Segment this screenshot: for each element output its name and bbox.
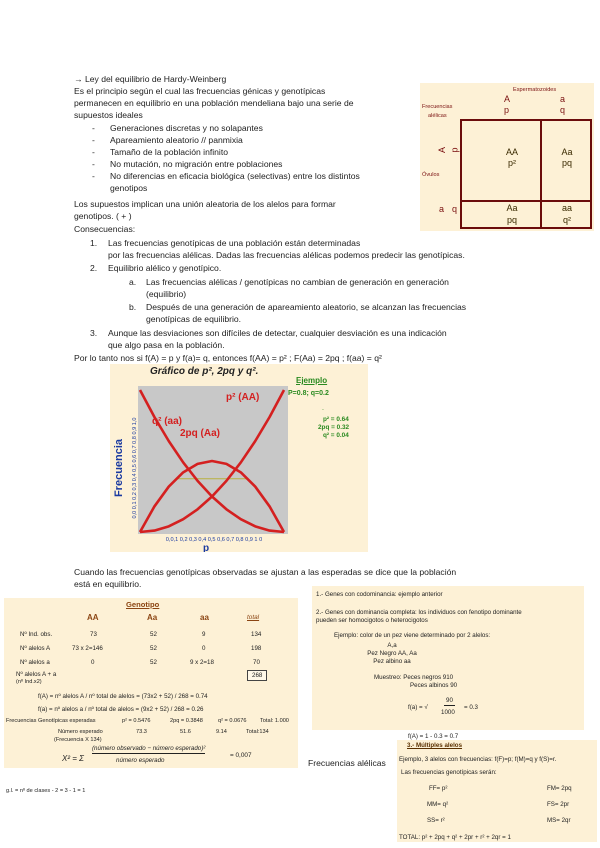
list-number: 3. (90, 328, 98, 338)
allele-list: Pez albino aa (373, 658, 411, 665)
table-cell: 134 (251, 631, 262, 638)
consequence-3-cont: que algo pasa en la población. (108, 340, 225, 350)
assumption-item: No mutación, no migración entre poblaciones (110, 159, 283, 169)
col-header: total (247, 614, 260, 621)
row-freq: q (452, 204, 458, 214)
dominance-line-cont: pueden ser homocigotos o heterocigotos (316, 617, 428, 624)
table-cell: 73 (90, 631, 97, 638)
expected-num: 73.3 (136, 729, 147, 735)
chi-denominator: número esperado (116, 757, 165, 764)
col-allele: a (560, 94, 566, 104)
example-result: q² = 0.04 (323, 432, 349, 439)
example-dot: . (322, 405, 324, 412)
cell-genotype: aa (561, 203, 572, 213)
section-title: → Ley del equilibrio de Hardy-Weinberg (74, 74, 227, 84)
x-axis-label: p (202, 543, 210, 552)
consequence-2b: Después de una generación de apareamiento aleatorio, se alcanzan las frecuencias (146, 302, 467, 312)
fa-numerator: 90 (446, 697, 453, 704)
table-cell: 52 (150, 659, 157, 666)
assumption-item: No diferencias en eficacia biológica (selectivas) entre los distintos (110, 171, 360, 181)
assumption-item-cont: genotipos (110, 183, 148, 193)
fish-example: Ejemplo: color de un pez viene determinado por 2 alelos: (334, 632, 491, 639)
row-freq: p (449, 147, 460, 153)
genotype-panel (4, 598, 298, 768)
expected-freq: q² = 0.0676 (218, 718, 247, 724)
codominance-line: 1.- Genes con codominancia: ejemplo anterior (316, 591, 443, 598)
example-params: P=0.8; q=0.2 (288, 390, 329, 397)
fa-formula: f(a) = nº alelos a / nº total de alelos = (9x2 + 52) / 268 = 0.26 (38, 706, 204, 713)
consequence-2a: Las frecuencias alélicas / genotípicas no cambian de generación en generación (146, 277, 449, 287)
bullet-dash: - (92, 123, 95, 133)
implication-line: Los supuestos implican una unión aleatoria de los alelos para formar (74, 199, 336, 209)
col-freq: q (560, 105, 566, 115)
fa-sqrt-lhs: f(a) = √ (408, 704, 428, 711)
fA-formula: f(A) = nº alelos A / nº total de alelos = (73x2 + 52) / 268 = 0.74 (38, 693, 208, 700)
chart-title: Gráfico de p², 2pq y q². (150, 366, 259, 377)
list-number: 2. (90, 263, 98, 273)
cell-freq: pq (506, 215, 517, 225)
label-alelicas: alélicas (428, 113, 447, 119)
assumption-item: Tamaño de la población infinito (110, 147, 229, 157)
hw-chart (110, 364, 368, 552)
label-frecuencias: Frecuencias (422, 104, 453, 110)
punnett-square (420, 83, 594, 231)
row-label-sub: (nº Ind.x2) (16, 679, 42, 685)
albinos: Peces albinos 90 (410, 682, 458, 689)
consequence-3: Aunque las desviaciones son difíciles de detectar, cualquier desviación es una indicación (108, 328, 447, 338)
chi-numerator: (número observado − número esperado)² (92, 745, 206, 752)
table-cell: 198 (251, 645, 262, 652)
consequence-2b-cont: genotípicas de equilibrio. (146, 314, 242, 324)
col-header: Aa (147, 613, 158, 622)
expected-num-label-sub: (Frecuencia X 134) (54, 737, 102, 743)
cell-freq: q² (562, 215, 571, 225)
bullet-dash: - (92, 171, 95, 181)
example-result: 2pq = 0.32 (318, 424, 350, 431)
series-label-2pq: 2pq (Aa) (180, 428, 220, 439)
cell-freq: p² (507, 158, 516, 168)
row-label: Nº alelos A + a (16, 671, 57, 678)
consequence-2: Equilibrio alélico y genotípico. (108, 263, 222, 273)
cell-genotype: Aa (561, 147, 573, 157)
frecuencias-alelicas-label: Frecuencias alélicas (308, 758, 386, 768)
table-cell: 52 (150, 645, 157, 652)
cell-genotype: AA (505, 147, 518, 157)
consequence-1: Las frecuencias genotípicas de una población están determinadas (108, 238, 361, 248)
list-letter: a. (129, 277, 137, 287)
fa-result: = 0.3 (464, 704, 478, 711)
intro-line: supuestos ideales (74, 110, 143, 120)
expected-num: 9.14 (216, 729, 227, 735)
intro-line: Es el principio según el cual las frecuencias génicas y genotípicas (74, 86, 326, 96)
cell-genotype: Aa (506, 203, 518, 213)
genotype-freq: MS= 2qr (547, 817, 571, 824)
multiple-alleles-title: 3.- Múltiples alelos (407, 742, 463, 749)
punnett-header: Espermatozoides (513, 87, 557, 93)
chi-lhs: X² = Σ (62, 754, 84, 763)
consequence-1-cont: por las frecuencias alélicas. Dadas las frecuencias alélicas podemos predecir las genotípicas. (108, 250, 465, 260)
consequence-2a-cont: (equilibrio) (146, 289, 187, 299)
expected-num: Total:134 (246, 729, 269, 735)
series-label-p2: p² (AA) (226, 392, 260, 403)
genotype-freq: MM= q² (427, 801, 449, 808)
expected-freq: 2pq = 0.3848 (170, 718, 203, 724)
series-label-q2: q² (aa) (152, 416, 182, 427)
chi-result: = 0,007 (230, 752, 252, 759)
y-tick-labels: 0,0 0,1 0,2 0,3 0,4 0,5 0,6 0,7 0,8 0,9 1,0 (132, 417, 138, 519)
multiple-example: Ejemplo, 3 alelos con frecuencias: f(F)=p; f(M)=q y f(S)=r. (399, 756, 557, 763)
dominance-panel (312, 586, 584, 730)
multiple-total: TOTAL: p² + 2pq + q² + 2pr + r² + 2qr = 1 (399, 834, 511, 841)
genotipo-title: Genotipo (126, 600, 160, 609)
implication-line: genotipos. ( + ) (74, 211, 132, 221)
row-label: Nº Ind. obs. (20, 631, 53, 638)
dominance-line: 2.- Genes con dominancia completa: los individuos con fenotipo dominante (316, 609, 522, 616)
table-cell: 70 (253, 659, 260, 666)
intro-line: permanecen en equilibrio en una población mendeliana bajo una serie de (74, 98, 354, 108)
table-cell: 0 (202, 645, 206, 652)
genotype-freq: FS= 2pr (547, 801, 570, 808)
expected-freq-label: Frecuencias Genotípicas esperadas (6, 718, 96, 724)
expected-freq: Total: 1.000 (260, 718, 289, 724)
x-tick-labels: 0,0,1 0,2 0,3 0,4 0,5 0,6 0,7 0,8 0,9 1 0 (165, 537, 263, 543)
equilibrium-line: está en equilibrio. (74, 579, 142, 589)
cell-freq: pq (561, 158, 572, 168)
allele-list: Pez Negro AA, Aa (367, 650, 417, 657)
col-header: aa (200, 613, 209, 622)
table-cell: 52 (150, 631, 157, 638)
fA-result: f(A) = 1 - 0.3 = 0.7 (408, 733, 459, 740)
bullet-dash: - (92, 159, 95, 169)
expected-num-label: Número esperado (58, 729, 103, 735)
table-cell: 9 (202, 631, 206, 638)
genotype-freq: FF= p² (429, 785, 448, 792)
genotype-freq: FM= 2pq (547, 785, 572, 792)
multiple-intro: Las frecuencias genotípicas serán: (401, 769, 497, 776)
col-freq: p (504, 105, 510, 115)
multiple-alleles-panel (397, 740, 597, 842)
degrees-freedom: g.l. = nº de clases - 2 = 3 - 1 = 1 (6, 788, 86, 794)
allele-list: A,a (387, 642, 397, 649)
total-cell: 268 (247, 670, 267, 681)
hw-chart-panel (110, 364, 368, 552)
row-label: Nº alelos a (20, 659, 50, 666)
expected-freq: p² = 0.5476 (122, 718, 151, 724)
muestreo: Muestreo: Peces negros 910 (374, 674, 454, 681)
example-result: p² = 0.64 (323, 416, 349, 423)
table-cell: 73 x 2=146 (72, 645, 103, 652)
y-axis-label: Frecuencia (113, 438, 125, 498)
assumption-item: Apareamiento aleatorio // panmixia (110, 135, 243, 145)
list-letter: b. (129, 302, 137, 312)
equilibrium-line: Cuando las frecuencias genotípicas observadas se ajustan a las esperadas se dice que la población (74, 567, 457, 577)
bullet-dash: - (92, 135, 95, 145)
assumption-item: Generaciones discretas y no solapantes (110, 123, 263, 133)
row-allele: a (439, 204, 445, 214)
table-cell: 0 (91, 659, 95, 666)
formula-line: Por lo tanto nos si f(A) = p y f(a)= q, entonces f(AA) = p² ; F(Aa) = 2pq ; f(aa) = q² (74, 353, 382, 363)
col-header: AA (87, 613, 99, 622)
row-allele: A (437, 146, 448, 154)
col-allele: A (504, 94, 511, 104)
genotype-freq: SS= r² (427, 817, 445, 824)
fa-denominator: 1000 (441, 709, 455, 716)
row-label: Nº alelos A (20, 645, 51, 652)
bullet-dash: - (92, 147, 95, 157)
grid-divider (460, 200, 592, 202)
consequences-title: Consecuencias: (74, 224, 136, 234)
label-ovulos: Óvulos (422, 172, 440, 178)
expected-num: 51.6 (180, 729, 191, 735)
table-cell: 9 x 2=18 (190, 659, 214, 666)
example-title: Ejemplo (296, 376, 328, 385)
list-number: 1. (90, 238, 98, 248)
